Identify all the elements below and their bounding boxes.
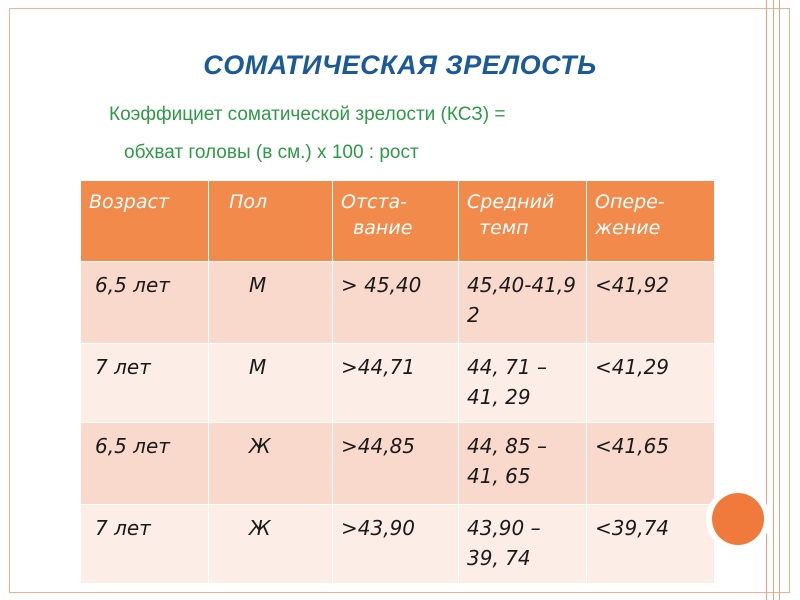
maturity-table [80, 180, 715, 584]
cell-sex: М [209, 344, 333, 423]
cell-average: 44, 85 – 41, 65 [459, 423, 587, 505]
cell-age: 7 лет [81, 344, 209, 423]
cell-age: 6,5 лет [81, 423, 209, 505]
cell-age: 7 лет [81, 505, 209, 584]
decorative-line [779, 0, 780, 600]
cell-lag: >44,85 [333, 423, 459, 505]
header-advance: Опере- жение [587, 181, 715, 262]
header-average: Средний темп [459, 181, 587, 262]
cell-sex: М [209, 262, 333, 344]
table-row [81, 344, 715, 423]
formula-line-2: обхват головы (в см.) х 100 : рост [124, 142, 419, 163]
cell-age: 6,5 лет [81, 262, 209, 344]
table-header-row [81, 181, 715, 262]
cell-lag: >43,90 [333, 505, 459, 584]
decorative-line [773, 0, 774, 600]
header-lag: Отста- вание [333, 181, 459, 262]
table-row [81, 262, 715, 344]
cell-advance: <41,29 [587, 344, 715, 423]
cell-average: 44, 71 – 41, 29 [459, 344, 587, 423]
header-sex: Пол [209, 181, 333, 262]
slide-title: СОМАТИЧЕСКАЯ ЗРЕЛОСТЬ [203, 50, 597, 80]
table-row [81, 423, 715, 505]
cell-average: 43,90 – 39, 74 [459, 505, 587, 584]
cell-lag: >44,71 [333, 344, 459, 423]
header-age: Возраст [81, 181, 209, 262]
decorative-circle [712, 493, 764, 545]
formula-line-1: Коэффициет соматической зрелости (КСЗ) = [109, 104, 506, 125]
cell-sex: Ж [209, 423, 333, 505]
cell-advance: <41,65 [587, 423, 715, 505]
cell-advance: <41,92 [587, 262, 715, 344]
table-row [81, 505, 715, 584]
cell-advance: <39,74 [587, 505, 715, 584]
cell-average: 45,40-41,92 [459, 262, 587, 344]
cell-sex: Ж [209, 505, 333, 584]
cell-lag: > 45,40 [333, 262, 459, 344]
